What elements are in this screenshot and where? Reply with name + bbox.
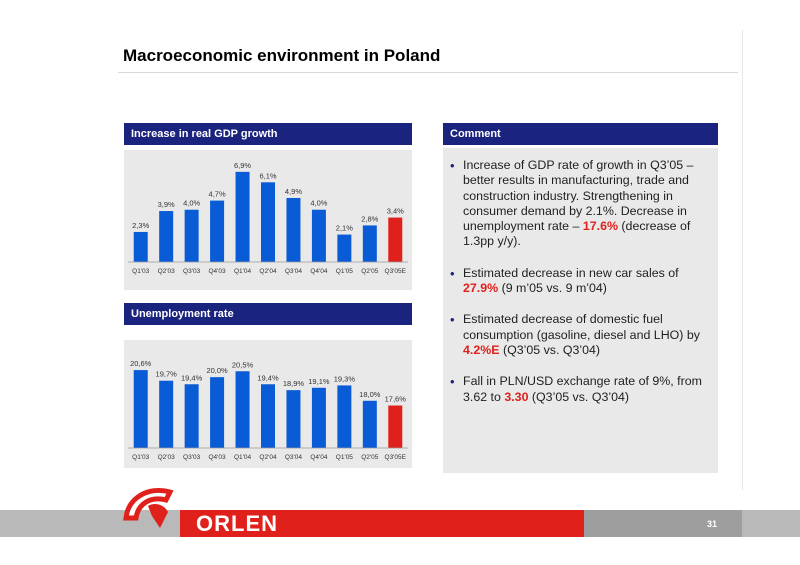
bar-value-label: 6,1%: [259, 171, 277, 181]
comment-item: [450, 312, 712, 358]
unemployment-bar-chart: [124, 340, 412, 468]
bar-value-label: 2,1%: [335, 223, 353, 233]
comment-highlight: 27.9%: [463, 281, 499, 296]
bar: [337, 235, 351, 262]
bar-value-label: 19,1%: [308, 376, 330, 386]
category-tick-label: Q3'03: [183, 268, 201, 275]
bar-value-label: 18,9%: [282, 379, 305, 389]
comment-text: (Q3’05 vs. Q3’04): [528, 389, 630, 404]
bar: [159, 381, 173, 448]
category-tick-label: Q2'04: [259, 454, 277, 461]
bar: [388, 406, 402, 449]
category-tick-label: Q3'05E: [384, 454, 407, 461]
orlen-eagle-logo-icon: [118, 478, 188, 536]
bar: [337, 385, 351, 448]
bar-value-label: 20,5%: [231, 360, 254, 370]
bar: [159, 211, 173, 262]
bar: [286, 198, 300, 262]
comment-text: Estimated decrease in new car sales of: [463, 265, 679, 280]
bar-value-label: 20,6%: [130, 359, 152, 369]
category-tick-label: Q2'05: [361, 268, 379, 275]
category-tick-label: Q1'04: [233, 454, 252, 461]
slide-title: Macroeconomic environment in Poland: [123, 46, 441, 65]
category-tick-label: Q4'04: [310, 454, 328, 461]
bar: [236, 172, 250, 262]
bar: [134, 370, 148, 448]
title-divider: [118, 72, 738, 73]
comment-text: (9 m’05 vs. 9 m’04): [498, 281, 607, 296]
comment-text: (decrease of 1.3pp y/y).: [463, 219, 691, 249]
comment-text: Fall in PLN/USD exchange rate of 9%, from 3.62 to: [463, 374, 702, 404]
category-tick-label: Q2'03: [157, 268, 175, 275]
orlen-logo-text: ORLEN: [196, 511, 278, 536]
category-tick-label: Q4'03: [208, 454, 226, 461]
bar: [312, 210, 326, 262]
bar: [261, 384, 275, 448]
bar-value-label: 19,7%: [155, 369, 177, 379]
bar: [388, 218, 402, 262]
unemployment-chart-area: [124, 340, 412, 468]
comment-text: (Q3’05 vs. Q3’04): [499, 342, 601, 357]
category-tick-label: Q1'05: [335, 268, 353, 275]
category-tick-label: Q1'05: [335, 454, 353, 461]
gdp-chart-area: [124, 150, 412, 290]
bar-value-label: 18,0%: [359, 389, 381, 399]
bar: [185, 384, 199, 448]
comment-item: [450, 374, 712, 405]
bar-value-label: 4,9%: [284, 186, 303, 196]
comment-highlight: 17.6%: [582, 219, 618, 234]
category-tick-label: Q4'04: [310, 268, 328, 275]
bar-value-label: 3,9%: [157, 200, 175, 210]
gdp-panel-header: Increase in real GDP growth: [124, 123, 412, 145]
category-tick-label: Q1'03: [132, 454, 150, 461]
bar-value-label: 6,9%: [233, 160, 252, 170]
bar: [286, 390, 300, 448]
category-tick-label: Q2'05: [361, 454, 379, 461]
category-tick-label: Q4'03: [208, 268, 226, 275]
page-number: 31: [707, 519, 718, 529]
category-tick-label: Q3'03: [183, 454, 201, 461]
bar: [312, 388, 326, 448]
bar: [210, 201, 224, 262]
bar-value-label: 19,4%: [180, 373, 203, 383]
bar-value-label: 2,3%: [132, 220, 150, 230]
comment-list: [450, 158, 712, 421]
bar: [134, 232, 148, 262]
category-tick-label: Q3'04: [284, 268, 303, 275]
right-divider: [742, 30, 743, 490]
bar: [185, 210, 199, 262]
category-tick-label: Q2'03: [157, 454, 175, 461]
comment-item: [450, 266, 712, 297]
comment-highlight: 4.2%E: [463, 342, 500, 357]
category-tick-label: Q1'03: [132, 268, 150, 275]
bar-value-label: 19,3%: [333, 374, 356, 384]
comment-text: Increase of GDP rate of growth in Q3’05 – better results in manufacturing, trade and construction industry. Strengthening in consumer demand by 2.1%. Decrease in unemployment rate –: [463, 158, 694, 234]
bar-value-label: 2,8%: [361, 214, 379, 224]
comment-highlight: 3.30: [504, 389, 529, 404]
category-tick-label: Q1'04: [233, 268, 252, 275]
comment-item: [450, 158, 712, 250]
gdp-bar-chart: [124, 150, 412, 290]
category-tick-label: Q3'04: [284, 454, 303, 461]
bar-value-label: 4,0%: [310, 198, 328, 208]
bar-value-label: 17,6%: [384, 394, 406, 404]
bar: [363, 225, 377, 262]
category-tick-label: Q3'05E: [384, 268, 407, 275]
comment-panel-header: Comment: [443, 123, 718, 145]
bar-value-label: 3,4%: [386, 206, 404, 216]
category-tick-label: Q2'04: [259, 268, 277, 275]
bar: [236, 371, 250, 448]
comment-text: Estimated decrease of domestic fuel consumption (gasoline, diesel and LHO) by: [463, 312, 700, 342]
bar-value-label: 19,4%: [257, 373, 279, 383]
footer-gray-band: [584, 510, 742, 537]
bar: [261, 182, 275, 262]
bar-value-label: 4,7%: [208, 189, 226, 199]
bar: [210, 377, 224, 448]
bar-value-label: 20,0%: [206, 366, 228, 376]
bar-value-label: 4,0%: [183, 198, 201, 208]
unemployment-panel-header: Unemployment rate: [124, 303, 412, 325]
bar: [363, 401, 377, 448]
